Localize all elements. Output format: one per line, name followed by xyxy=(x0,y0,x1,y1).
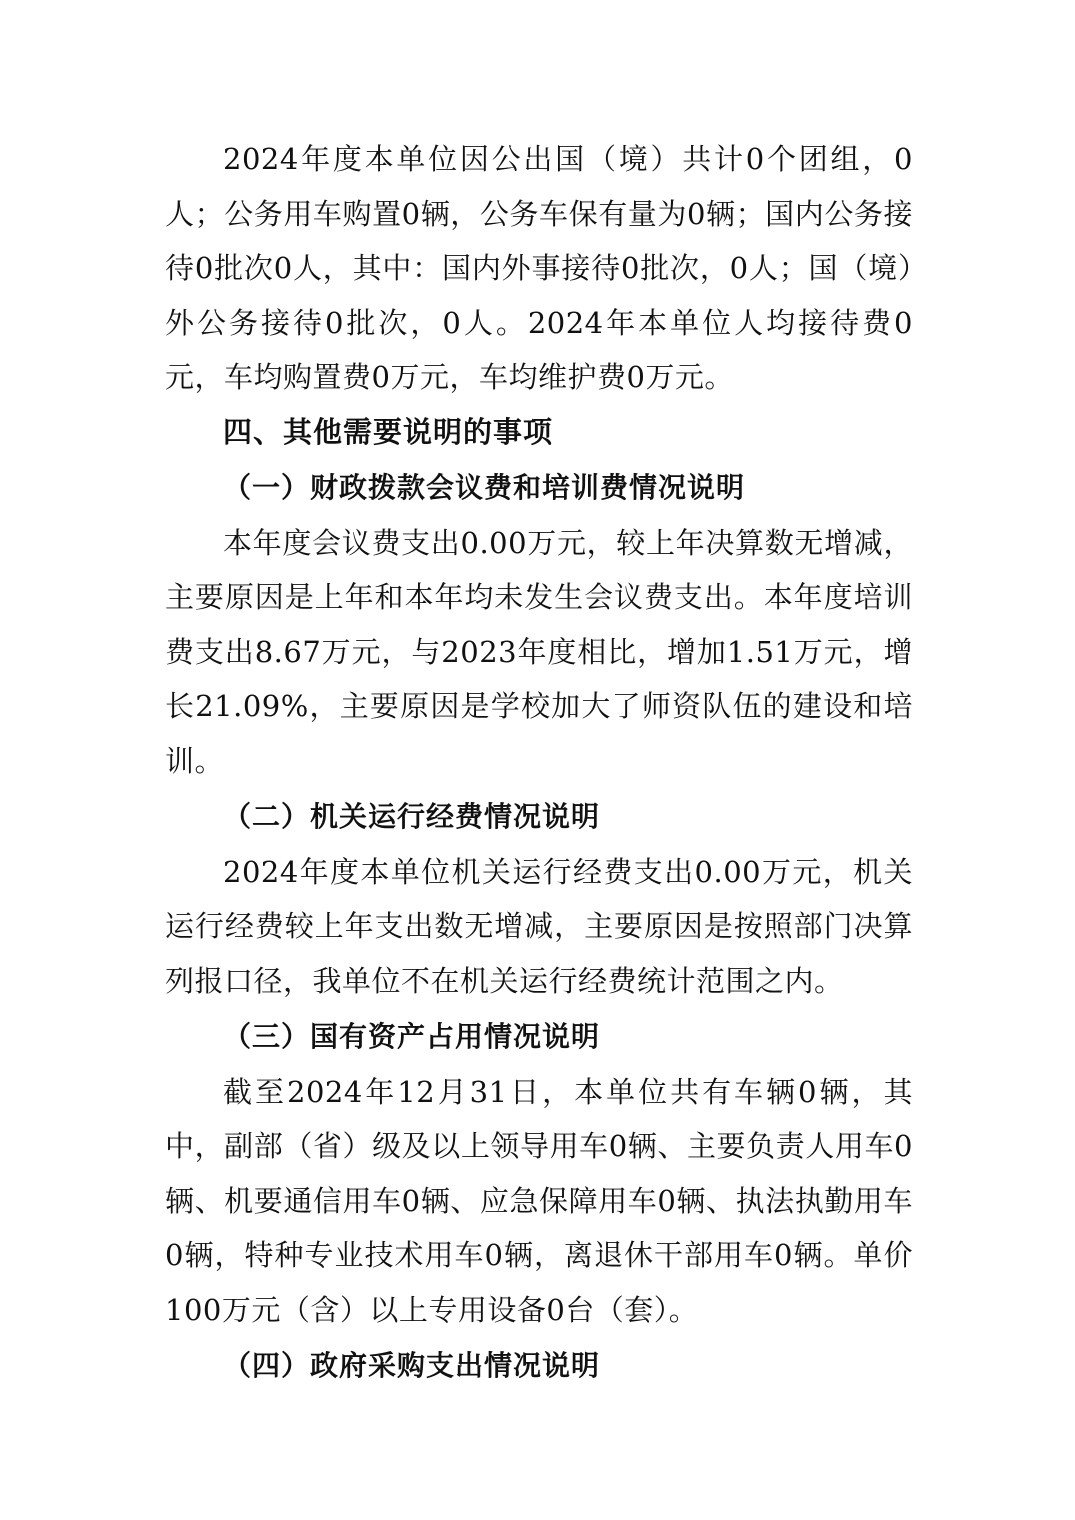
section-4-heading: 四、其他需要说明的事项 xyxy=(223,414,554,449)
subsection-1-heading: （一）财政拨款会议费和培训费情况说明 xyxy=(223,471,746,504)
subsection-4-heading: （四）政府采购支出情况说明 xyxy=(223,1349,601,1382)
subsection-3-body: 截至2024年12月31日，本单位共有车辆0辆，其中，副部（省）级及以上领导用车0辆、主要负责人用车0辆、机要通信用车0辆、应急保障用车0辆、执法执勤用车0辆，特种专业技术用车0辆，离退休干部用车0辆。单价100万元（含）以上专用设备0台（套）。 xyxy=(165,1074,913,1327)
paragraph-overseas-and-reception: 2024年度本单位因公出国（境）共计0个团组，0人；公务用车购置0辆，公务车保有量为0辆；国内公务接待0批次0人，其中：国内外事接待0批次，0人；国（境）外公务接待0批次，0人。2024年本单位人均接待费0元，车均购置费0万元，车均维护费0万元。 xyxy=(165,142,913,394)
document-page xyxy=(165,132,913,1394)
subsection-2-body: 2024年度本单位机关运行经费支出0.00万元，机关运行经费较上年支出数无增减，主要原因是按照部门决算列报口径，我单位不在机关运行经费统计范围之内。 xyxy=(165,854,913,998)
subsection-1-body: 本年度会议费支出0.00万元，较上年决算数无增减，主要原因是上年和本年均未发生会议费支出。本年度培训费支出8.67万元，与2023年度相比，增加1.51万元，增长21.09%，主要原因是学校加大了师资队伍的建设和培训。 xyxy=(165,525,913,778)
subsection-2-heading: （二）机关运行经费情况说明 xyxy=(223,800,601,833)
subsection-3-heading: （三）国有资产占用情况说明 xyxy=(223,1020,601,1053)
